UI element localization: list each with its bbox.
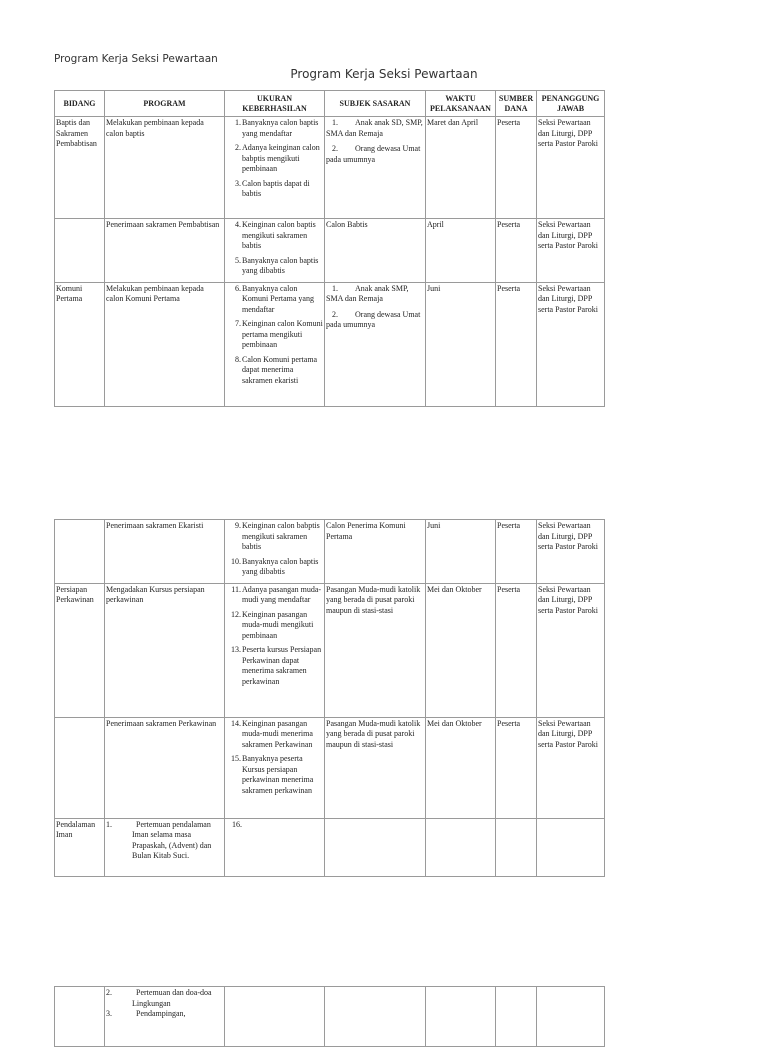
program-table-part-1 <box>54 90 605 407</box>
cell-program: Melakukan pembinaan kepada calon baptis <box>105 117 225 219</box>
cell-ukuran <box>225 987 325 1047</box>
list-item: 5. Banyaknya calon baptis yang dibabtis <box>235 255 319 275</box>
list-item: 8. Calon Komuni pertama dapat menerima sakramen ekaristi <box>235 354 318 385</box>
cell-program <box>105 987 225 1047</box>
cell-subjek <box>325 987 426 1047</box>
col-header-program: PROGRAM <box>105 91 225 117</box>
cell-subjek <box>325 117 426 219</box>
col-header-bidang: BIDANG <box>55 91 105 117</box>
cell-penanggung-jawab <box>537 987 605 1047</box>
cell-subjek: Pasangan Muda-mudi katolik yang berada di pusat paroki maupun di stasi-stasi <box>325 583 426 717</box>
table-row <box>55 219 605 283</box>
cell-waktu: Mei dan Oktober <box>426 717 496 818</box>
cell-bidang <box>55 987 105 1047</box>
list-item: 4. Keinginan calon baptis mengikuti sakramen babtis <box>235 220 316 250</box>
cell-program: Mengadakan Kursus persiapan perkawinan <box>105 583 225 717</box>
cell-penanggung-jawab: Seksi Pewartaan dan Liturgi, DPP serta Pastor Paroki <box>537 282 605 406</box>
program-table-part-2 <box>54 519 605 877</box>
list-item: 15. Banyaknya peserta Kursus persiapan perkawinan menerima sakramen perkawinan <box>231 754 314 795</box>
cell-dana <box>496 818 537 876</box>
cell-dana <box>496 987 537 1047</box>
cell-ukuran <box>225 520 325 584</box>
list-item: 1. Banyaknya calon baptis yang mendaftar <box>235 118 319 138</box>
col-header-subjek-sasaran: SUBJEK SASARAN <box>325 91 426 117</box>
cell-dana: Peserta <box>496 583 537 717</box>
cell-program: Penerimaan sakramen Pembabtisan <box>105 219 225 283</box>
list-item: 12. Keinginan pasangan muda-mudi mengikuti pembinaan <box>231 609 314 640</box>
cell-subjek <box>325 818 426 876</box>
list-item: 3. Pendampingan, <box>106 1009 186 1018</box>
program-table-part-3 <box>54 986 605 1047</box>
table-row <box>55 987 605 1047</box>
table-row <box>55 717 605 818</box>
cell-waktu: April <box>426 219 496 283</box>
list-item: 1. Anak anak SD, SMP, SMA dan Remaja <box>326 118 423 138</box>
list-item: 2. Orang dewasa Umat pada umumnya <box>326 144 421 164</box>
page-header: Program Kerja Seksi Pewartaan <box>54 53 218 65</box>
table-row <box>55 583 605 717</box>
cell-ukuran: 16. <box>225 818 325 876</box>
table-row <box>55 818 605 876</box>
cell-bidang <box>55 520 105 584</box>
cell-program: Penerimaan sakramen Perkawinan <box>105 717 225 818</box>
cell-waktu <box>426 818 496 876</box>
cell-subjek: Calon Penerima Komuni Pertama <box>325 520 426 584</box>
cell-waktu: Mei dan Oktober <box>426 583 496 717</box>
list-item: 7. Keinginan calon Komuni pertama mengikuti pembinaan <box>235 319 323 349</box>
cell-dana: Peserta <box>496 717 537 818</box>
cell-dana: Peserta <box>496 117 537 219</box>
list-item: 1. Anak anak SMP, SMA dan Remaja <box>326 283 409 303</box>
cell-waktu: Juni <box>426 520 496 584</box>
cell-bidang <box>55 717 105 818</box>
list-item: 3. Calon baptis dapat di babtis <box>235 178 310 198</box>
col-header-ukuran-keberhasilan: UKURAN KEBERHASILAN <box>225 91 325 117</box>
col-header-penanggung-jawab: PENANGGUNG JAWAB <box>537 91 605 117</box>
cell-dana: Peserta <box>496 219 537 283</box>
cell-bidang: Persiapan Perkawinan <box>55 583 105 717</box>
cell-penanggung-jawab <box>537 818 605 876</box>
table-row <box>55 282 605 406</box>
list-item: 1. Pertemuan pendalaman Iman selama masa Prapaskah, (Advent) dan Bulan Kitab Suci. <box>106 819 212 860</box>
table-row <box>55 520 605 584</box>
cell-subjek <box>325 282 426 406</box>
cell-bidang <box>55 219 105 283</box>
list-item: 6. Banyaknya calon Komuni Pertama yang mendaftar <box>235 283 314 314</box>
cell-ukuran <box>225 117 325 219</box>
list-item: 13. Peserta kursus Persiapan Perkawinan dapat menerima sakramen perkawinan <box>231 645 322 686</box>
cell-penanggung-jawab: Seksi Pewartaan dan Liturgi, DPP serta Pastor Paroki <box>537 219 605 283</box>
list-item: 9. Keinginan calon babptis mengikuti sakramen babtis <box>235 521 320 551</box>
list-item: 2. Adanya keinginan calon babptis mengikuti pembinaan <box>235 143 320 173</box>
cell-waktu: Juni <box>426 282 496 406</box>
document-title: Program Kerja Seksi Pewartaan <box>290 67 478 81</box>
list-item: 11. Adanya pasangan muda-mudi yang mendaftar <box>231 584 322 604</box>
cell-ukuran <box>225 717 325 818</box>
cell-ukuran <box>225 282 325 406</box>
cell-bidang: Pendalaman Iman <box>55 818 105 876</box>
cell-subjek: Calon Babtis <box>325 219 426 283</box>
cell-bidang: Baptis dan Sakramen Pembabtisan <box>55 117 105 219</box>
cell-ukuran <box>225 583 325 717</box>
cell-program: Penerimaan sakramen Ekaristi <box>105 520 225 584</box>
cell-dana: Peserta <box>496 282 537 406</box>
list-item: 14. Keinginan pasangan muda-mudi menerima sakramen Perkawinan <box>231 718 313 749</box>
cell-penanggung-jawab: Seksi Pewartaan dan Liturgi, DPP serta Pastor Paroki <box>537 583 605 717</box>
cell-penanggung-jawab: Seksi Pewartaan dan Liturgi, DPP serta Pastor Paroki <box>537 717 605 818</box>
cell-program: Melakukan pembinaan kepada calon Komuni Pertama <box>105 282 225 406</box>
cell-waktu: Maret dan April <box>426 117 496 219</box>
cell-penanggung-jawab: Seksi Pewartaan dan Liturgi, DPP serta Pastor Paroki <box>537 117 605 219</box>
list-item: 10. Banyaknya calon baptis yang dibabtis <box>231 556 319 576</box>
list-item: 2. Orang dewasa Umat pada umumnya <box>326 309 421 329</box>
cell-bidang: Komuni Pertama <box>55 282 105 406</box>
col-header-sumber-dana: SUMBER DANA <box>496 91 537 117</box>
cell-ukuran <box>225 219 325 283</box>
table-row <box>55 117 605 219</box>
col-header-waktu-pelaksanaan: WAKTU PELAKSANAAN <box>426 91 496 117</box>
cell-dana: Peserta <box>496 520 537 584</box>
cell-penanggung-jawab: Seksi Pewartaan dan Liturgi, DPP serta Pastor Paroki <box>537 520 605 584</box>
cell-waktu <box>426 987 496 1047</box>
cell-program <box>105 818 225 876</box>
list-item: 2. Pertemuan dan doa-doa Lingkungan <box>106 988 212 1008</box>
cell-subjek: Pasangan Muda-mudi katolik yang berada di pusat paroki maupun di stasi-stasi <box>325 717 426 818</box>
